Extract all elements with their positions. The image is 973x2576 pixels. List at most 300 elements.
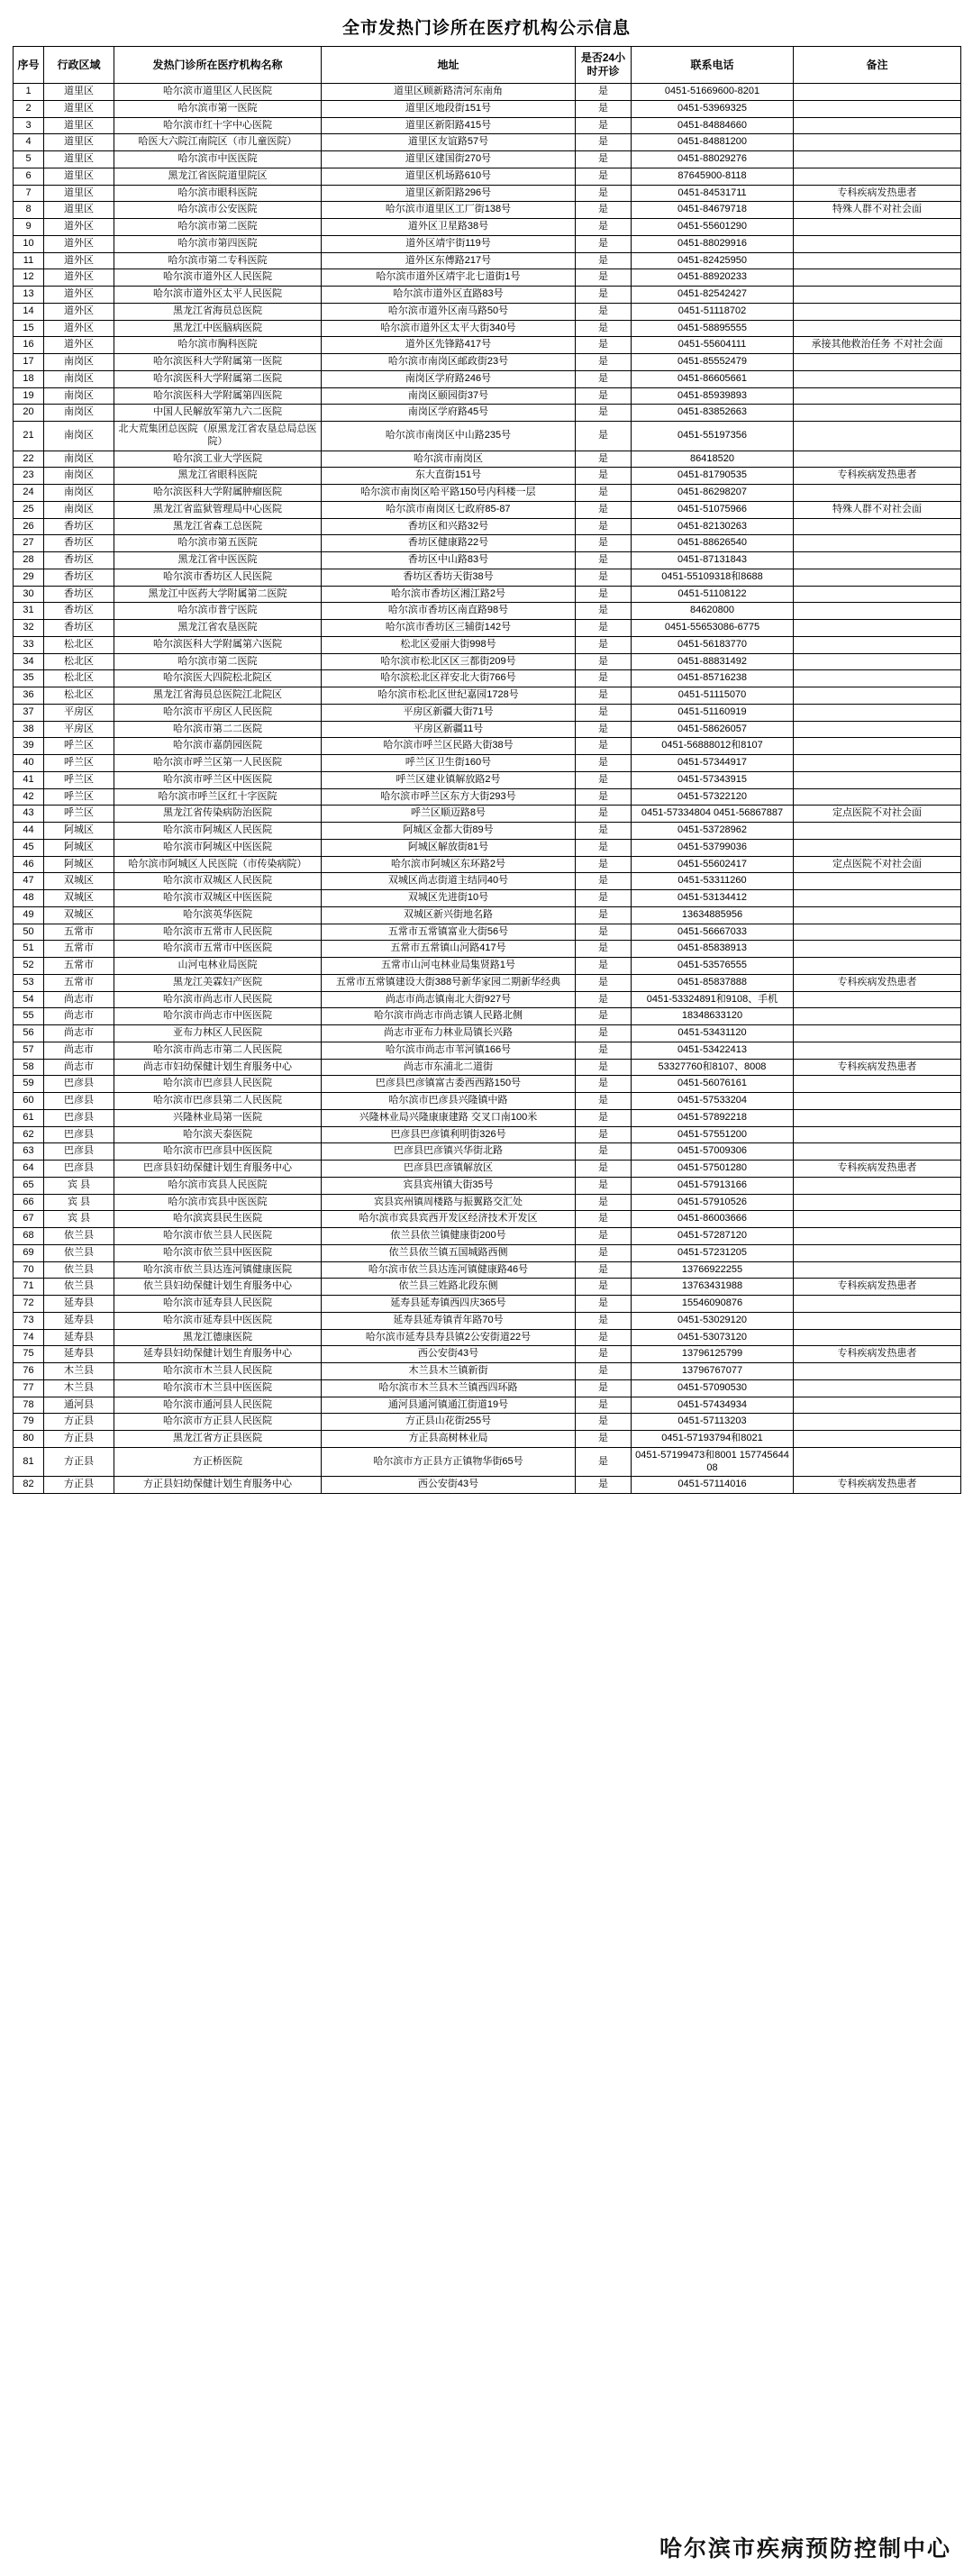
cell-address: 香坊区健康路22号 [322, 535, 576, 552]
cell-phone: 0451-84881200 [632, 134, 794, 151]
table-row [14, 721, 961, 738]
cell-address: 哈尔滨市松北区区三都街209号 [322, 653, 576, 670]
cell-index: 29 [14, 569, 44, 586]
table-row [14, 839, 961, 856]
cell-district: 道外区 [44, 337, 114, 354]
table-row [14, 704, 961, 721]
cell-index: 37 [14, 704, 44, 721]
cell-remark [794, 1329, 961, 1346]
table-row [14, 535, 961, 552]
table-row [14, 1059, 961, 1076]
cell-24h: 是 [576, 1447, 632, 1477]
cell-institution: 哈尔滨市宾县人民医院 [114, 1177, 322, 1194]
cell-district: 依兰县 [44, 1228, 114, 1245]
cell-remark [794, 370, 961, 387]
cell-phone: 0451-86605661 [632, 370, 794, 387]
table-row [14, 84, 961, 101]
cell-phone: 0451-53029120 [632, 1312, 794, 1329]
table-row [14, 185, 961, 202]
cell-index: 19 [14, 387, 44, 405]
table-row [14, 1211, 961, 1228]
cell-remark [794, 422, 961, 451]
cell-remark [794, 958, 961, 975]
cell-district: 道外区 [44, 320, 114, 337]
cell-district: 香坊区 [44, 518, 114, 535]
cell-district: 呼兰区 [44, 771, 114, 788]
cell-remark [794, 1228, 961, 1245]
cell-phone: 0451-56076161 [632, 1076, 794, 1093]
cell-index: 8 [14, 202, 44, 219]
cell-remark [794, 1177, 961, 1194]
table-row [14, 252, 961, 269]
table-row [14, 485, 961, 502]
cell-address: 哈尔滨市呼兰区东方大街293号 [322, 788, 576, 806]
cell-phone: 84620800 [632, 603, 794, 620]
cell-district: 道里区 [44, 84, 114, 101]
cell-remark: 特殊人群不对社会面 [794, 202, 961, 219]
cell-district: 道里区 [44, 202, 114, 219]
cell-24h: 是 [576, 1143, 632, 1161]
cell-district: 巴彦县 [44, 1126, 114, 1143]
cell-institution: 黑龙江中医脑病医院 [114, 320, 322, 337]
cell-institution: 哈尔滨市巴彦县第二人民医院 [114, 1093, 322, 1110]
cell-address: 西公安街43号 [322, 1477, 576, 1494]
cell-address: 哈尔滨市南岗区哈平路150号内科楼一层 [322, 485, 576, 502]
cell-district: 道外区 [44, 303, 114, 320]
cell-24h: 是 [576, 738, 632, 755]
cell-remark: 专科疾病发热患者 [794, 468, 961, 485]
cell-24h: 是 [576, 1161, 632, 1178]
cell-phone: 0451-57434934 [632, 1397, 794, 1414]
cell-24h: 是 [576, 823, 632, 840]
cell-phone: 0451-55653086-6775 [632, 620, 794, 637]
cell-institution: 哈尔滨医科大学附属肿瘤医院 [114, 485, 322, 502]
col-remark: 备注 [794, 47, 961, 84]
cell-institution: 黑龙江省方正县医院 [114, 1431, 322, 1448]
cell-index: 43 [14, 806, 44, 823]
footer-organization: 哈尔滨市疾病预防控制中心 [659, 2536, 951, 2562]
cell-institution: 哈尔滨市平房区人民医院 [114, 704, 322, 721]
cell-remark [794, 303, 961, 320]
cell-address: 哈尔滨市南岗区中山路235号 [322, 422, 576, 451]
cell-phone: 0451-57199473和8001 15774564408 [632, 1447, 794, 1477]
table-row [14, 405, 961, 422]
cell-remark [794, 518, 961, 535]
cell-remark [794, 1244, 961, 1261]
table-row [14, 991, 961, 1008]
cell-remark [794, 1261, 961, 1279]
cell-24h: 是 [576, 856, 632, 873]
cell-phone: 0451-51115070 [632, 687, 794, 705]
cell-index: 52 [14, 958, 44, 975]
cell-phone: 0451-51160919 [632, 704, 794, 721]
cell-district: 宾 县 [44, 1194, 114, 1211]
cell-phone: 0451-81790535 [632, 468, 794, 485]
cell-24h: 是 [576, 117, 632, 134]
cell-address: 平房区新疆11号 [322, 721, 576, 738]
cell-phone: 0451-53311260 [632, 873, 794, 890]
cell-index: 49 [14, 906, 44, 924]
cell-24h: 是 [576, 84, 632, 101]
cell-remark: 专科疾病发热患者 [794, 974, 961, 991]
cell-phone: 86418520 [632, 451, 794, 468]
cell-district: 尚志市 [44, 1025, 114, 1042]
cell-institution: 北大荒集团总医院（原黑龙江省农垦总局总医院） [114, 422, 322, 451]
cell-address: 方正县高树林业局 [322, 1431, 576, 1448]
cell-address: 哈尔滨市松北区世纪嘉园1728号 [322, 687, 576, 705]
table-row [14, 1126, 961, 1143]
table-row [14, 1363, 961, 1380]
cell-phone: 0451-57910526 [632, 1194, 794, 1211]
cell-24h: 是 [576, 1296, 632, 1313]
cell-phone: 0451-86298207 [632, 485, 794, 502]
cell-address: 道里区建国街270号 [322, 151, 576, 168]
cell-index: 2 [14, 100, 44, 117]
cell-remark [794, 670, 961, 687]
cell-district: 南岗区 [44, 468, 114, 485]
cell-index: 17 [14, 354, 44, 371]
cell-address: 道外区东傅路217号 [322, 252, 576, 269]
cell-district: 南岗区 [44, 370, 114, 387]
cell-24h: 是 [576, 535, 632, 552]
cell-24h: 是 [576, 1346, 632, 1363]
cell-phone: 0451-55604111 [632, 337, 794, 354]
cell-institution: 哈尔滨英华医院 [114, 906, 322, 924]
cell-24h: 是 [576, 235, 632, 252]
cell-index: 3 [14, 117, 44, 134]
cell-remark [794, 1363, 961, 1380]
cell-index: 11 [14, 252, 44, 269]
cell-24h: 是 [576, 1109, 632, 1126]
cell-index: 58 [14, 1059, 44, 1076]
cell-institution: 哈尔滨市五常市中医医院 [114, 941, 322, 958]
cell-phone: 15546090876 [632, 1296, 794, 1313]
cell-phone: 0451-85939893 [632, 387, 794, 405]
cell-remark [794, 1109, 961, 1126]
table-row [14, 687, 961, 705]
cell-phone: 0451-53728962 [632, 823, 794, 840]
cell-index: 47 [14, 873, 44, 890]
cell-address: 哈尔滨市呼兰区民路大街38号 [322, 738, 576, 755]
cell-phone: 0451-53324891和9108、手机 [632, 991, 794, 1008]
cell-institution: 哈尔滨市道外区太平人民医院 [114, 287, 322, 304]
cell-index: 70 [14, 1261, 44, 1279]
cell-phone: 0451-57344917 [632, 755, 794, 772]
cell-institution: 哈尔滨市延寿县中医医院 [114, 1312, 322, 1329]
cell-address: 尚志市亚布力林业局镇长兴路 [322, 1025, 576, 1042]
cell-24h: 是 [576, 1126, 632, 1143]
cell-phone: 0451-58895555 [632, 320, 794, 337]
cell-district: 巴彦县 [44, 1143, 114, 1161]
cell-index: 6 [14, 168, 44, 185]
cell-index: 57 [14, 1042, 44, 1059]
cell-district: 呼兰区 [44, 755, 114, 772]
cell-institution: 哈尔滨市道外区人民医院 [114, 269, 322, 287]
table-row [14, 269, 961, 287]
col-phone: 联系电话 [632, 47, 794, 84]
cell-remark [794, 405, 961, 422]
cell-phone: 0451-83852663 [632, 405, 794, 422]
table-row [14, 451, 961, 468]
cell-address: 哈尔滨市南岗区 [322, 451, 576, 468]
cell-address: 哈尔滨市木兰县木兰镇西四环路 [322, 1379, 576, 1397]
cell-district: 松北区 [44, 687, 114, 705]
cell-phone: 0451-57892218 [632, 1109, 794, 1126]
cell-address: 道里区地段街151号 [322, 100, 576, 117]
cell-remark [794, 1447, 961, 1477]
cell-phone: 0451-53134412 [632, 890, 794, 907]
table-row [14, 468, 961, 485]
cell-remark [794, 788, 961, 806]
cell-index: 10 [14, 235, 44, 252]
cell-institution: 哈尔滨市尚志市中医医院 [114, 1008, 322, 1025]
cell-institution: 哈尔滨宾县民生医院 [114, 1211, 322, 1228]
cell-institution: 哈尔滨市普宁医院 [114, 603, 322, 620]
cell-phone: 0451-51118702 [632, 303, 794, 320]
cell-phone: 0451-55602417 [632, 856, 794, 873]
cell-24h: 是 [576, 485, 632, 502]
cell-address: 南岗区颐园街37号 [322, 387, 576, 405]
table-row [14, 771, 961, 788]
cell-institution: 哈尔滨市巴彦县中医医院 [114, 1143, 322, 1161]
cell-address: 哈尔滨市尚志市苇河镇166号 [322, 1042, 576, 1059]
cell-remark [794, 1397, 961, 1414]
cell-index: 60 [14, 1093, 44, 1110]
table-row [14, 1109, 961, 1126]
cell-district: 五常市 [44, 924, 114, 941]
cell-remark: 专科疾病发热患者 [794, 1346, 961, 1363]
cell-index: 53 [14, 974, 44, 991]
cell-address: 道外区靖宇街119号 [322, 235, 576, 252]
cell-district: 松北区 [44, 670, 114, 687]
cell-24h: 是 [576, 958, 632, 975]
cell-institution: 黑龙江德康医院 [114, 1329, 322, 1346]
cell-district: 延寿县 [44, 1296, 114, 1313]
cell-index: 69 [14, 1244, 44, 1261]
cell-institution: 哈尔滨市木兰县人民医院 [114, 1363, 322, 1380]
cell-remark [794, 219, 961, 236]
cell-remark [794, 1126, 961, 1143]
cell-index: 50 [14, 924, 44, 941]
cell-institution: 哈尔滨市公安医院 [114, 202, 322, 219]
cell-phone: 0451-57334804 0451-56867887 [632, 806, 794, 823]
table-row [14, 387, 961, 405]
cell-phone: 0451-55109318和8688 [632, 569, 794, 586]
cell-index: 22 [14, 451, 44, 468]
cell-institution: 哈尔滨市通河县人民医院 [114, 1397, 322, 1414]
cell-remark [794, 1194, 961, 1211]
cell-district: 阿城区 [44, 823, 114, 840]
cell-index: 4 [14, 134, 44, 151]
cell-phone: 0451-87131843 [632, 552, 794, 569]
cell-remark [794, 1042, 961, 1059]
cell-24h: 是 [576, 806, 632, 823]
cell-24h: 是 [576, 202, 632, 219]
cell-remark [794, 721, 961, 738]
cell-remark [794, 235, 961, 252]
cell-district: 延寿县 [44, 1346, 114, 1363]
cell-address: 宾县宾州镇周楼路与振翼路交汇处 [322, 1194, 576, 1211]
cell-remark [794, 252, 961, 269]
cell-address: 东大直街151号 [322, 468, 576, 485]
cell-phone: 0451-58626057 [632, 721, 794, 738]
cell-district: 道里区 [44, 134, 114, 151]
cell-address: 道里区新阳路415号 [322, 117, 576, 134]
cell-institution: 哈医大六院江南院区（市儿童医院） [114, 134, 322, 151]
table-row [14, 552, 961, 569]
table-row [14, 1447, 961, 1477]
cell-24h: 是 [576, 269, 632, 287]
cell-24h: 是 [576, 1379, 632, 1397]
cell-address: 通河县通河镇通江街道19号 [322, 1397, 576, 1414]
cell-remark [794, 636, 961, 653]
cell-24h: 是 [576, 873, 632, 890]
cell-address: 哈尔滨市香坊区三辅街142号 [322, 620, 576, 637]
cell-phone: 0451-56183770 [632, 636, 794, 653]
cell-address: 哈尔滨市延寿县寿县镇2公安街道22号 [322, 1329, 576, 1346]
cell-24h: 是 [576, 501, 632, 518]
cell-24h: 是 [576, 1244, 632, 1261]
cell-24h: 是 [576, 337, 632, 354]
cell-district: 双城区 [44, 890, 114, 907]
cell-phone: 0451-82542427 [632, 287, 794, 304]
cell-district: 南岗区 [44, 485, 114, 502]
cell-district: 尚志市 [44, 1042, 114, 1059]
cell-address: 哈尔滨市道外区直路83号 [322, 287, 576, 304]
cell-index: 67 [14, 1211, 44, 1228]
cell-phone: 0451-88831492 [632, 653, 794, 670]
cell-24h: 是 [576, 704, 632, 721]
cell-remark [794, 387, 961, 405]
cell-district: 尚志市 [44, 991, 114, 1008]
table-row [14, 958, 961, 975]
table-row [14, 117, 961, 134]
cell-remark [794, 134, 961, 151]
cell-phone: 13796125799 [632, 1346, 794, 1363]
cell-remark [794, 771, 961, 788]
cell-district: 香坊区 [44, 552, 114, 569]
cell-institution: 哈尔滨市香坊区人民医院 [114, 569, 322, 586]
cell-institution: 哈尔滨市依兰县人民医院 [114, 1228, 322, 1245]
cell-phone: 0451-55197356 [632, 422, 794, 451]
table-row [14, 856, 961, 873]
cell-24h: 是 [576, 974, 632, 991]
cell-district: 巴彦县 [44, 1076, 114, 1093]
cell-phone: 87645900-8118 [632, 168, 794, 185]
table-row [14, 100, 961, 117]
cell-index: 9 [14, 219, 44, 236]
cell-district: 香坊区 [44, 620, 114, 637]
table-row [14, 518, 961, 535]
cell-address: 依兰县依兰镇健康街200号 [322, 1228, 576, 1245]
table-row [14, 806, 961, 823]
cell-index: 18 [14, 370, 44, 387]
cell-index: 81 [14, 1447, 44, 1477]
cell-institution: 哈尔滨市第二二医院 [114, 721, 322, 738]
cell-phone: 0451-86003666 [632, 1211, 794, 1228]
cell-phone: 0451-53576555 [632, 958, 794, 975]
cell-district: 南岗区 [44, 387, 114, 405]
cell-24h: 是 [576, 941, 632, 958]
cell-address: 五常市山河屯林业局集贤路1号 [322, 958, 576, 975]
cell-district: 尚志市 [44, 1008, 114, 1025]
cell-address: 哈尔滨市尚志市尚志镇人民路北侧 [322, 1008, 576, 1025]
cell-index: 35 [14, 670, 44, 687]
cell-address: 双城区新兴街地名路 [322, 906, 576, 924]
cell-24h: 是 [576, 1059, 632, 1076]
cell-remark [794, 535, 961, 552]
table-row [14, 620, 961, 637]
table-row [14, 370, 961, 387]
table-row [14, 873, 961, 890]
cell-remark [794, 839, 961, 856]
cell-24h: 是 [576, 1397, 632, 1414]
cell-index: 25 [14, 501, 44, 518]
table-row [14, 422, 961, 451]
cell-district: 道里区 [44, 100, 114, 117]
cell-institution: 哈尔滨市第二专科医院 [114, 252, 322, 269]
cell-index: 54 [14, 991, 44, 1008]
cell-index: 66 [14, 1194, 44, 1211]
cell-address: 道外区卫星路38号 [322, 219, 576, 236]
cell-remark [794, 320, 961, 337]
cell-24h: 是 [576, 370, 632, 387]
cell-district: 方正县 [44, 1477, 114, 1494]
cell-institution: 哈尔滨市阿城区人民医院（市传染病院） [114, 856, 322, 873]
cell-institution: 哈尔滨市呼兰区红十字医院 [114, 788, 322, 806]
table-row [14, 941, 961, 958]
table-row [14, 151, 961, 168]
cell-phone: 0451-51108122 [632, 586, 794, 603]
cell-phone: 0451-57533204 [632, 1093, 794, 1110]
cell-remark [794, 873, 961, 890]
cell-24h: 是 [576, 1177, 632, 1194]
cell-institution: 哈尔滨市依兰县达连河镇健康医院 [114, 1261, 322, 1279]
cell-remark [794, 1076, 961, 1093]
cell-phone: 0451-53422413 [632, 1042, 794, 1059]
cell-index: 44 [14, 823, 44, 840]
cell-phone: 0451-57913166 [632, 1177, 794, 1194]
cell-district: 巴彦县 [44, 1161, 114, 1178]
cell-district: 延寿县 [44, 1312, 114, 1329]
cell-address: 阿城区金都大街89号 [322, 823, 576, 840]
cell-district: 依兰县 [44, 1279, 114, 1296]
cell-24h: 是 [576, 405, 632, 422]
cell-institution: 哈尔滨市阿城区中医医院 [114, 839, 322, 856]
cell-24h: 是 [576, 552, 632, 569]
cell-institution: 哈尔滨市五常市人民医院 [114, 924, 322, 941]
cell-address: 西公安街43号 [322, 1346, 576, 1363]
cell-index: 72 [14, 1296, 44, 1313]
cell-institution: 哈尔滨市宾县中医医院 [114, 1194, 322, 1211]
cell-district: 道外区 [44, 252, 114, 269]
cell-24h: 是 [576, 1279, 632, 1296]
cell-address: 香坊区香坊天街38号 [322, 569, 576, 586]
cell-index: 33 [14, 636, 44, 653]
cell-24h: 是 [576, 219, 632, 236]
cell-index: 42 [14, 788, 44, 806]
cell-district: 宾 县 [44, 1211, 114, 1228]
cell-phone: 0451-57193794和8021 [632, 1431, 794, 1448]
cell-address: 呼兰区建业镇解放路2号 [322, 771, 576, 788]
table-row [14, 1025, 961, 1042]
cell-index: 38 [14, 721, 44, 738]
cell-phone: 0451-57322120 [632, 788, 794, 806]
cell-phone: 0451-88626540 [632, 535, 794, 552]
cell-24h: 是 [576, 1025, 632, 1042]
cell-index: 5 [14, 151, 44, 168]
cell-phone: 0451-57231205 [632, 1244, 794, 1261]
